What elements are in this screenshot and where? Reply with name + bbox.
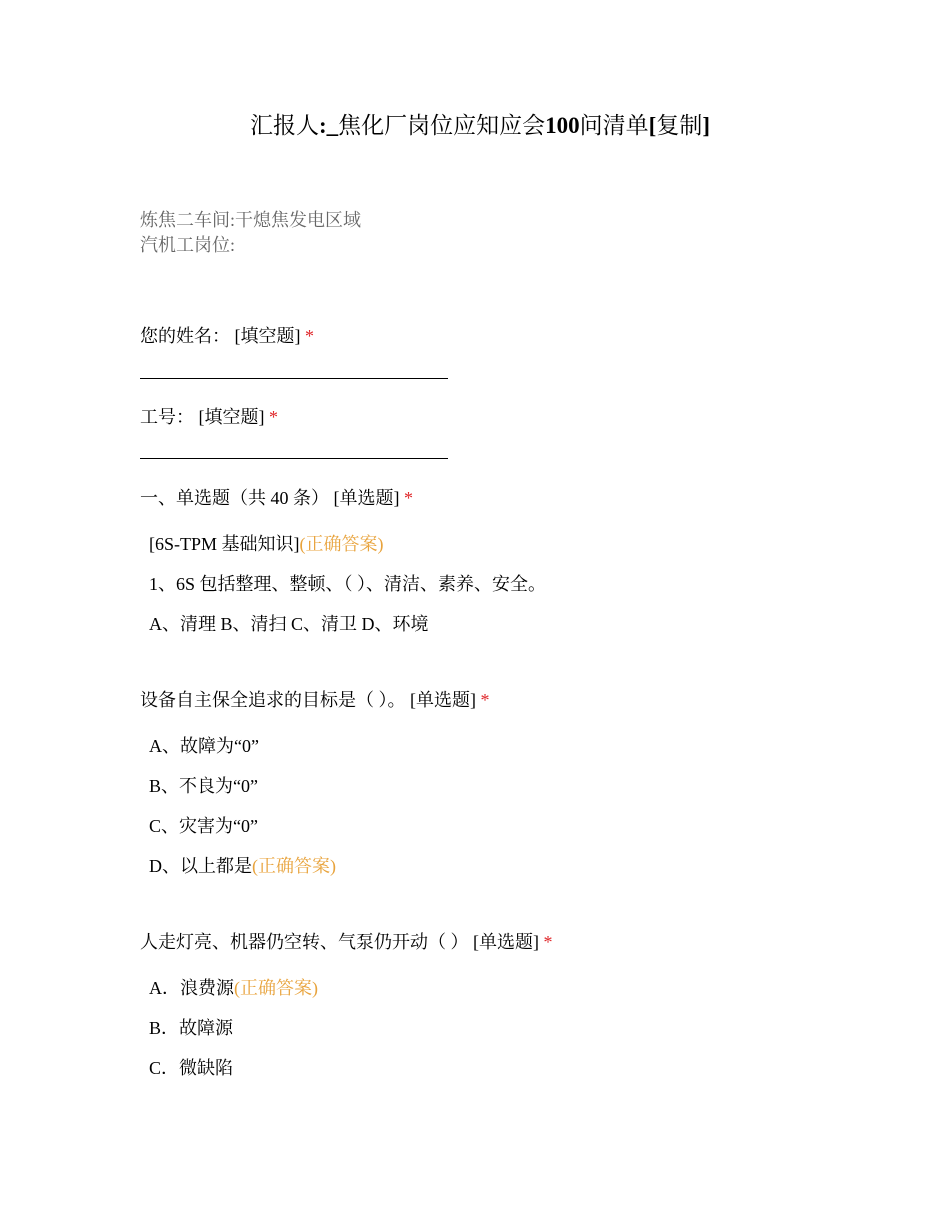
question-line [149, 572, 546, 596]
document-title [0, 110, 950, 142]
question-waste-source [140, 930, 553, 954]
option-text: B．故障源 [149, 1018, 234, 1038]
title-copy: 复制 [656, 113, 703, 138]
question-text: 人走灯亮、机器仍空转、气泵仍开动（ ） [140, 932, 469, 952]
option-item[interactable] [149, 976, 318, 1000]
correct-answer-tag: (正确答案) [299, 534, 384, 554]
question-text: 工号： [140, 407, 194, 427]
question-section-one [140, 486, 413, 510]
title-list: 问清单 [579, 113, 649, 138]
question-text: 设备自主保全追求的目标是（ ）。 [140, 690, 406, 710]
required-mark: * [404, 488, 413, 508]
required-mark: * [269, 407, 278, 427]
intro-position: 汽机工岗位: [140, 235, 236, 255]
name-fill-blank[interactable] [140, 378, 448, 379]
option-item[interactable] [149, 774, 258, 798]
option-item[interactable] [149, 734, 259, 758]
required-mark: * [305, 326, 314, 346]
option-text: D、以上都是 [149, 856, 252, 876]
question-type: [单选题] [333, 488, 400, 508]
option-item[interactable] [149, 814, 258, 838]
option-text: C、灾害为“0” [149, 816, 258, 836]
option-text: [6S-TPM 基础知识] [149, 534, 300, 554]
option-text: 1、6S 包括整理、整顿、（ ）、清洁、素养、安全。 [149, 574, 547, 594]
title-count: 100 [545, 113, 580, 138]
title-colon: :_ [318, 113, 339, 138]
required-mark: * [480, 690, 490, 710]
question-text: 您的姓名： [140, 326, 230, 346]
title-reporter: 汇报人 [249, 113, 319, 138]
question-text: 一、单选题（共 40 条） [140, 488, 329, 508]
option-text: B、不良为“0” [149, 776, 258, 796]
option-text: A、清理 B、清扫 C、清卫 D、环境 [149, 614, 429, 634]
intro-block [140, 208, 361, 258]
question-line [149, 612, 429, 636]
option-text: A．浪费源 [149, 978, 234, 998]
option-item[interactable] [149, 1056, 233, 1080]
correct-answer-tag: (正确答案) [234, 978, 318, 998]
question-maintenance-goal [140, 688, 490, 712]
option-text: C．微缺陷 [149, 1058, 234, 1078]
title-bracket-close: ] [702, 113, 710, 138]
question-type: [填空题] [234, 326, 301, 346]
option-item[interactable] [149, 532, 384, 556]
required-mark: * [543, 932, 553, 952]
title-bracket-open: [ [648, 113, 657, 138]
question-type: [填空题] [198, 407, 265, 427]
question-employee-id [140, 405, 278, 429]
option-item[interactable] [149, 854, 336, 878]
question-type: [单选题] [473, 932, 539, 952]
title-name: 焦化厂岗位应知应会 [338, 113, 546, 138]
option-item[interactable] [149, 1016, 233, 1040]
option-text: A、故障为“0” [149, 736, 259, 756]
employee-id-fill-blank[interactable] [140, 458, 448, 459]
question-type: [单选题] [410, 690, 476, 710]
question-name [140, 324, 314, 348]
correct-answer-tag: (正确答案) [252, 856, 336, 876]
intro-workshop: 炼焦二车间:干熄焦发电区域 [140, 210, 361, 230]
